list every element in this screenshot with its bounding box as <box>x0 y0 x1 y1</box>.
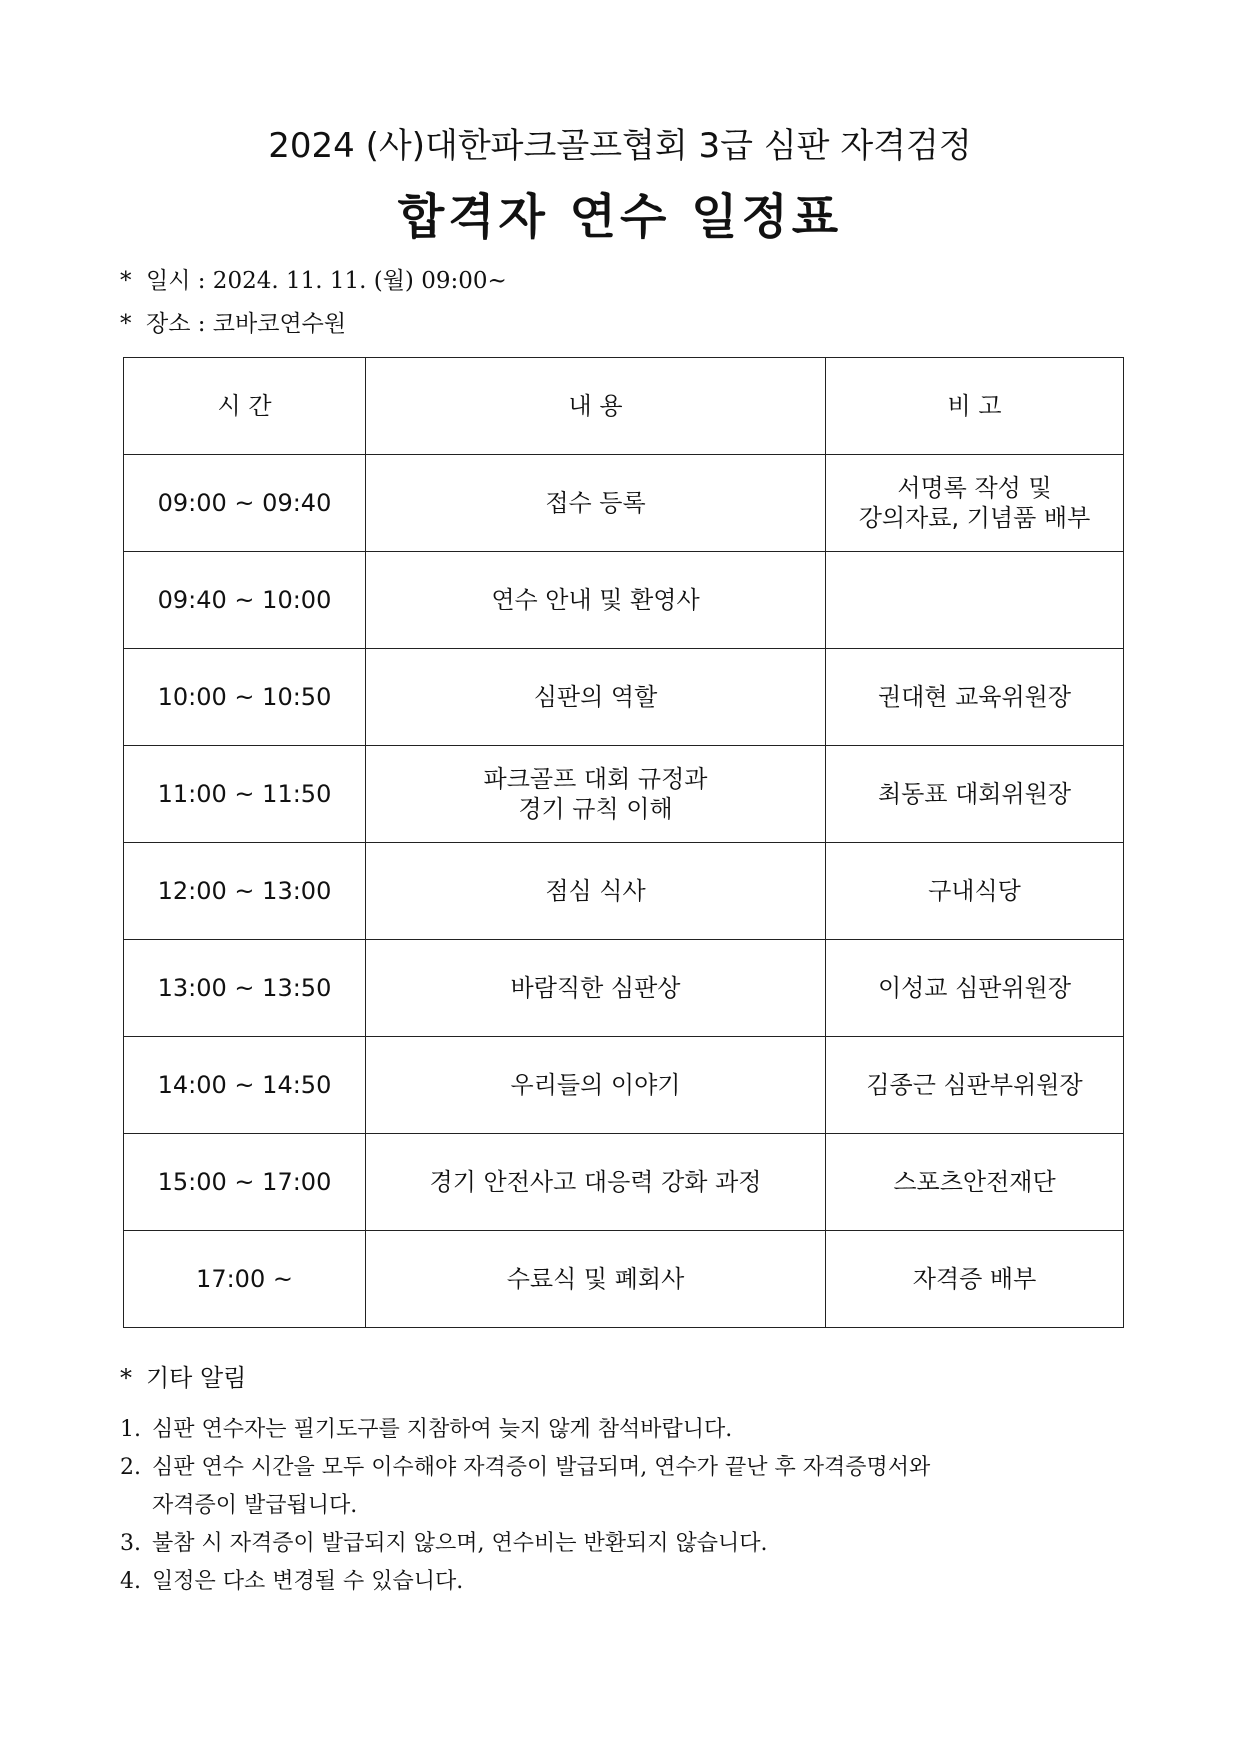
notes-section <box>120 1358 1152 1601</box>
cell-content <box>366 1134 826 1231</box>
cell-note <box>826 552 1124 649</box>
content-line: 수료식 및 폐회사 <box>506 1265 685 1293</box>
note-line: 김종근 심판부위원장 <box>866 1071 1083 1099</box>
table-row <box>124 843 1124 940</box>
schedule-table <box>123 357 1124 1328</box>
cell-content <box>366 552 826 649</box>
cell-time: 10:00 ~ 10:50 <box>124 649 366 746</box>
cell-time: 17:00 ~ <box>124 1231 366 1328</box>
cell-time: 12:00 ~ 13:00 <box>124 843 366 940</box>
cell-note <box>826 1037 1124 1134</box>
content-line: 파크골프 대회 규정과 <box>483 765 708 793</box>
note-line: 서명록 작성 및 <box>897 474 1052 502</box>
note-number: 2. <box>120 1455 141 1480</box>
note-line: 강의자료, 기념품 배부 <box>858 504 1091 532</box>
notes-list <box>120 1411 1152 1601</box>
table-row <box>124 1231 1124 1328</box>
date-text: 일시 : 2024. 11. 11. (월) 09:00~ <box>146 268 507 294</box>
note-line: 자격증 배부 <box>912 1265 1037 1293</box>
header-time: 시 간 <box>124 358 366 455</box>
note-text: 심판 연수자는 필기도구를 지참하여 늦지 않게 참석바랍니다. <box>152 1417 733 1442</box>
note-text: 자격증이 발급됩니다. <box>152 1493 358 1518</box>
cell-content <box>366 1037 826 1134</box>
bullet-star: * <box>120 311 132 337</box>
cell-time: 15:00 ~ 17:00 <box>124 1134 366 1231</box>
table-row <box>124 649 1124 746</box>
document-subtitle: 합격자 연수 일정표 <box>397 189 843 245</box>
note-line: 권대현 교육위원장 <box>877 683 1072 711</box>
content-line: 바람직한 심판상 <box>510 974 681 1002</box>
cell-note <box>826 940 1124 1037</box>
content-line: 우리들의 이야기 <box>510 1071 681 1099</box>
header-note: 비 고 <box>826 358 1124 455</box>
note-number: 1. <box>120 1417 141 1442</box>
cell-note <box>826 649 1124 746</box>
cell-content <box>366 455 826 552</box>
table-row <box>124 1037 1124 1134</box>
info-date <box>120 262 507 295</box>
note-line: 스포츠안전재단 <box>893 1168 1056 1196</box>
cell-content <box>366 746 826 843</box>
cell-time: 09:00 ~ 09:40 <box>124 455 366 552</box>
cell-content <box>366 940 826 1037</box>
place-text: 장소 : 코바코연수원 <box>146 311 347 337</box>
table-row <box>124 1134 1124 1231</box>
document-title: 2024 (사)대한파크골프협회 3급 심판 자격검정 <box>268 126 972 166</box>
cell-note <box>826 455 1124 552</box>
table-row <box>124 746 1124 843</box>
table-row <box>124 552 1124 649</box>
content-line: 접수 등록 <box>545 489 646 517</box>
content-line: 연수 안내 및 환영사 <box>491 586 700 614</box>
note-number: 4. <box>120 1569 141 1594</box>
cell-note <box>826 1134 1124 1231</box>
content-line: 점심 식사 <box>545 877 646 905</box>
note-item <box>120 1563 1152 1601</box>
cell-time: 13:00 ~ 13:50 <box>124 940 366 1037</box>
note-line: 이성교 심판위원장 <box>877 974 1072 1002</box>
table-header-row <box>124 358 1124 455</box>
cell-note <box>826 746 1124 843</box>
content-line: 심판의 역할 <box>533 683 658 711</box>
table-row <box>124 455 1124 552</box>
bullet-star: * <box>120 1364 132 1392</box>
cell-time: 09:40 ~ 10:00 <box>124 552 366 649</box>
bullet-star: * <box>120 268 132 294</box>
note-line: 구내식당 <box>928 877 1021 905</box>
cell-note <box>826 1231 1124 1328</box>
cell-note <box>826 843 1124 940</box>
note-item <box>120 1449 1152 1525</box>
info-place <box>120 305 346 338</box>
cell-content <box>366 649 826 746</box>
table-row <box>124 940 1124 1037</box>
cell-time: 11:00 ~ 11:50 <box>124 746 366 843</box>
notes-title <box>120 1358 1152 1393</box>
note-item <box>120 1525 1152 1563</box>
note-text: 일정은 다소 변경될 수 있습니다. <box>152 1569 464 1594</box>
note-item <box>120 1411 1152 1449</box>
note-line: 최동표 대회위원장 <box>877 780 1072 808</box>
content-line: 경기 규칙 이해 <box>518 795 673 823</box>
cell-content <box>366 843 826 940</box>
content-line: 경기 안전사고 대응력 강화 과정 <box>429 1168 762 1196</box>
cell-content <box>366 1231 826 1328</box>
notes-title-text: 기타 알림 <box>146 1364 247 1392</box>
cell-time: 14:00 ~ 14:50 <box>124 1037 366 1134</box>
header-content: 내 용 <box>366 358 826 455</box>
note-text: 심판 연수 시간을 모두 이수해야 자격증이 발급되며, 연수가 끝난 후 자격증명서와 <box>152 1455 931 1480</box>
note-number: 3. <box>120 1531 141 1556</box>
note-text: 불참 시 자격증이 발급되지 않으며, 연수비는 반환되지 않습니다. <box>152 1531 768 1556</box>
